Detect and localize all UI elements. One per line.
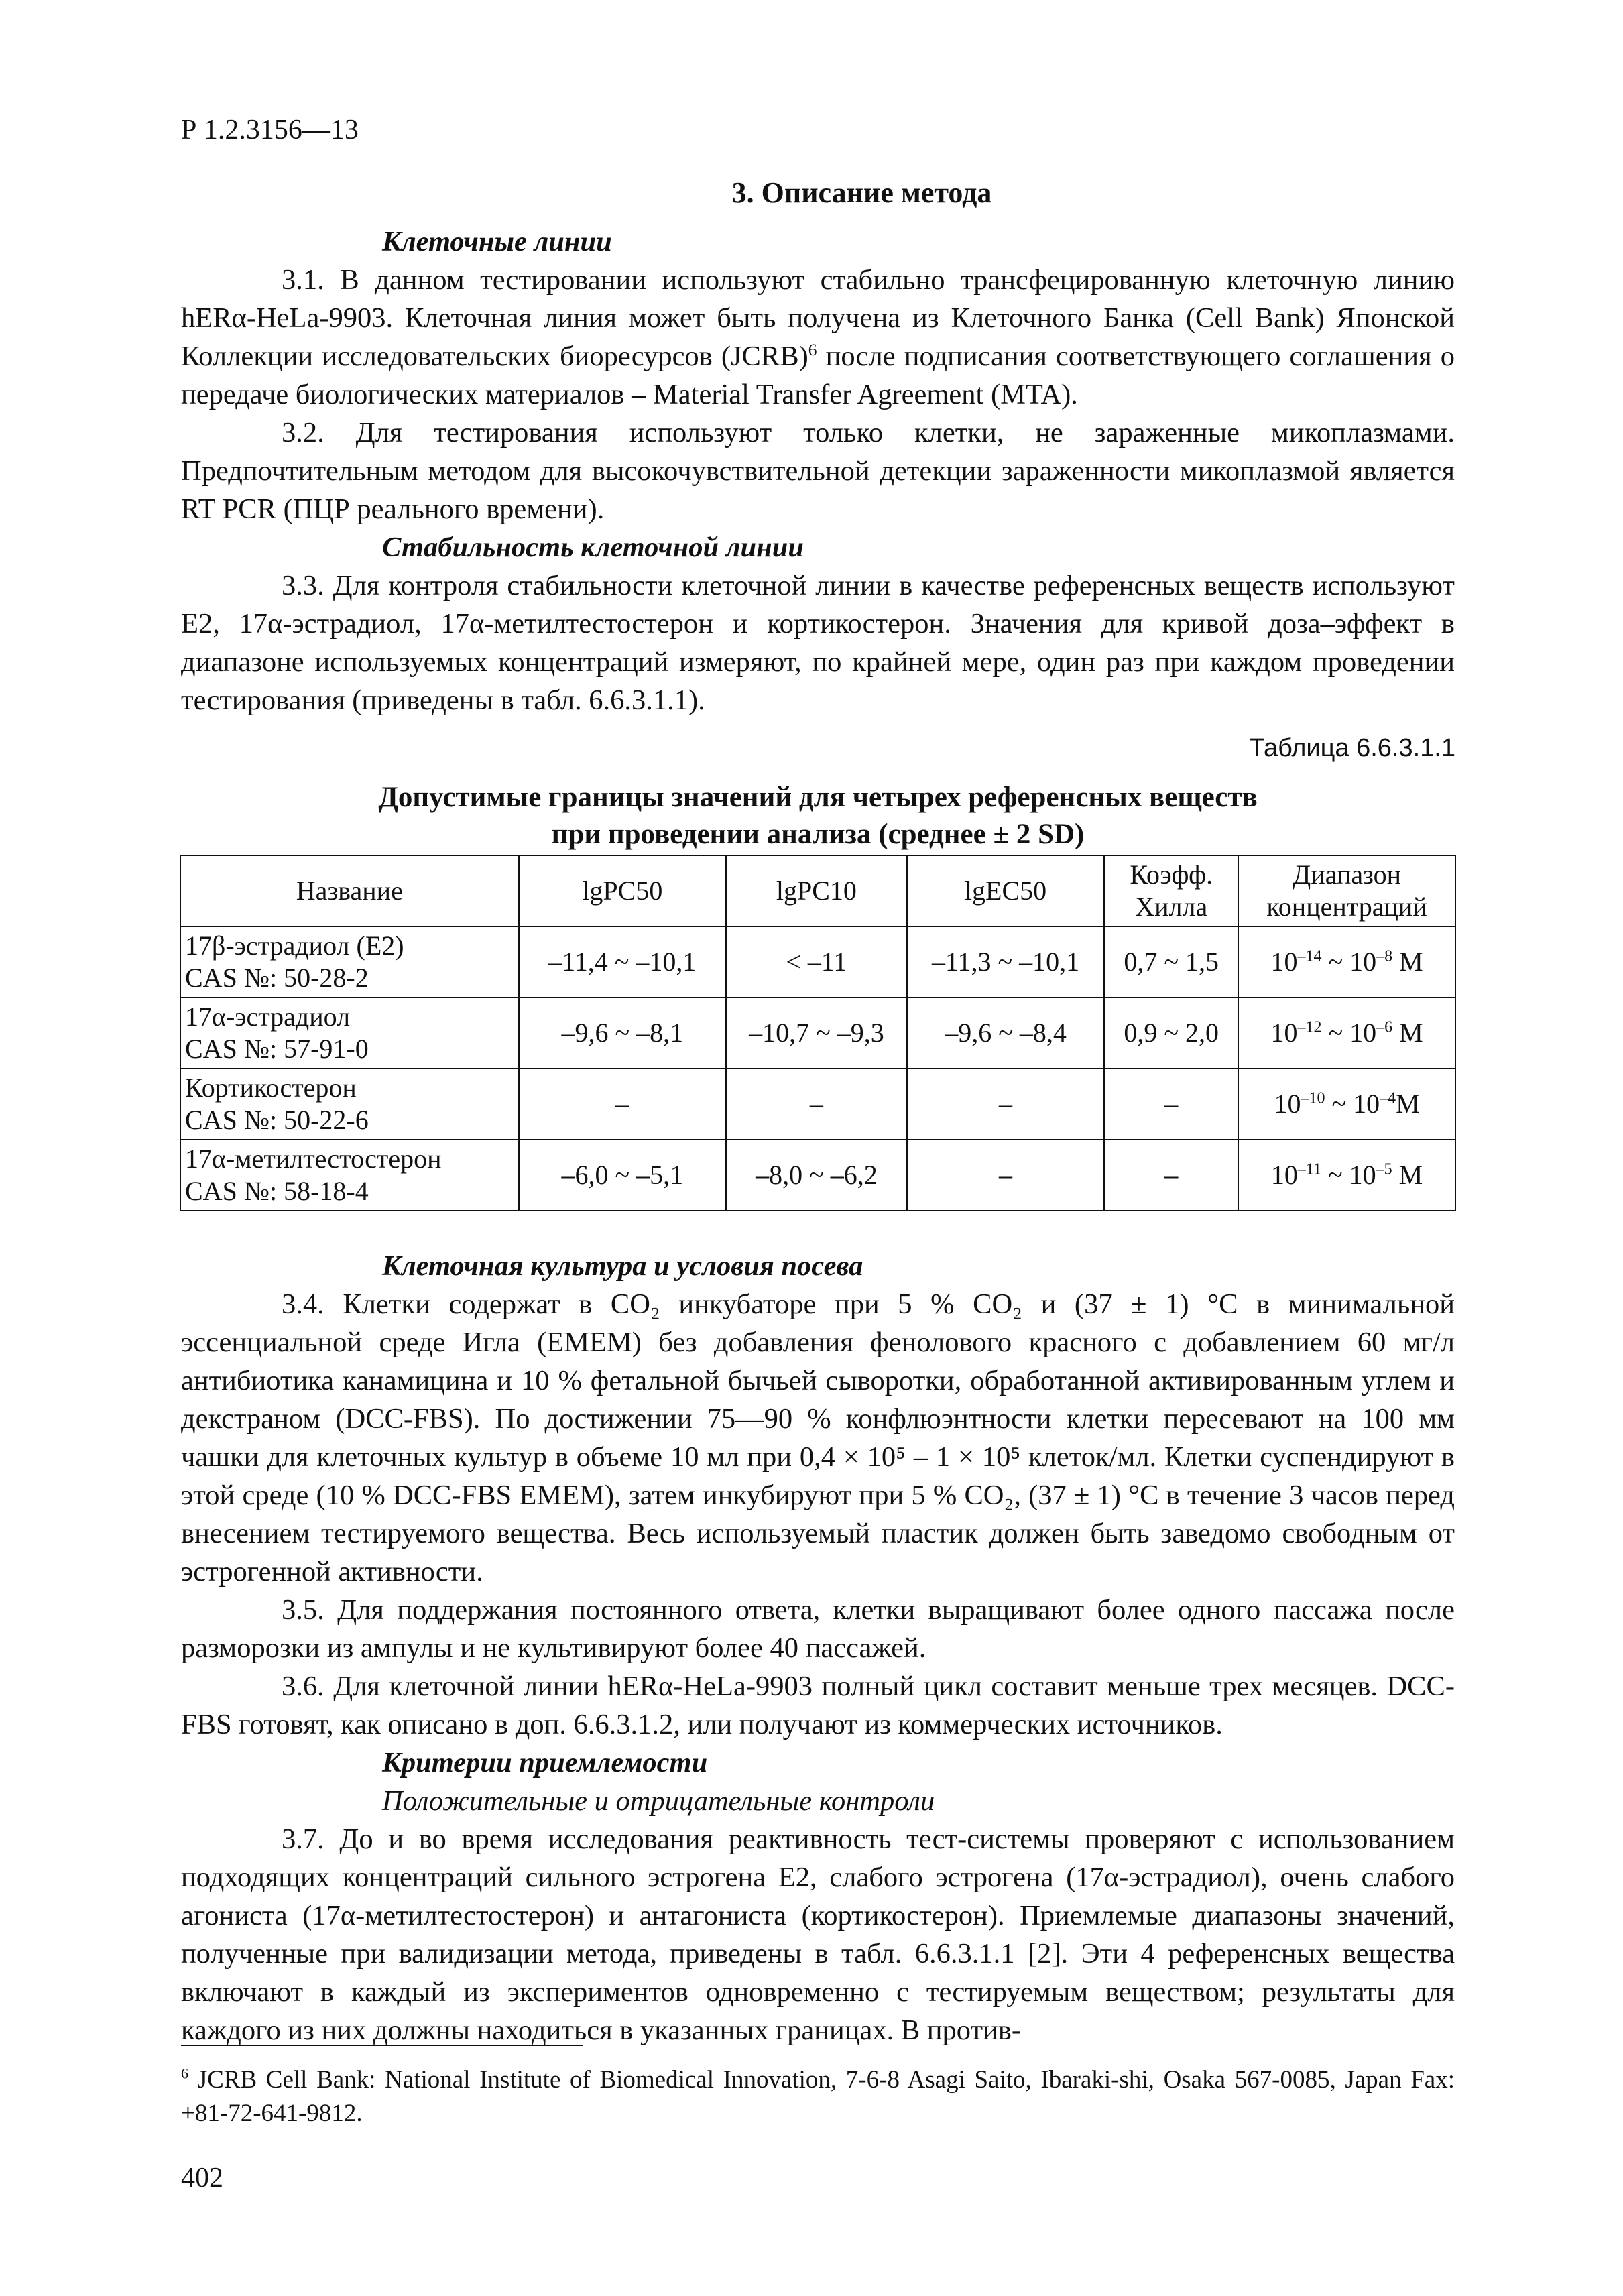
cell-lgpc10: – — [726, 1069, 907, 1140]
header-lgec50: lgEC50 — [907, 855, 1105, 926]
paragraph-3-1: 3.1. В данном тестировании используют стабильно трансфецированную клеточную линию hERα-HeLa-9903. Клеточная линия может быть получена из Клеточного Банка (Cell Bank) Японской Коллекции исследовательских биоресурсов (JCRB)$^6$ после подписания соответствующего соглашения о передаче биологических материалов – Material Transfer Agreement (MTA). — [181, 264, 1455, 410]
cell-lgpc10: –8,0 ~ –6,2 — [726, 1140, 907, 1211]
cell-name: Кортикостерон CAS №: 50-22-6 — [180, 1069, 519, 1140]
cell-hill: – — [1104, 1140, 1238, 1211]
cell-hill: 0,9 ~ 2,0 — [1104, 998, 1238, 1069]
cell-range: $10^{-14}$ ~ $10^{-8}$ M — [1238, 926, 1455, 998]
header-hill: Коэфф. Хилла — [1104, 855, 1238, 926]
subheading-criteria: Критерии приемлемости — [382, 1747, 708, 1778]
table-title: Допустимые границы значений для четырех референсных веществ при проведении анализа (среднее ± 2 SD) — [378, 782, 1258, 850]
cell-lgpc50: – — [519, 1069, 727, 1140]
cell-name: 17α-метилтестостерон CAS №: 58-18-4 — [180, 1140, 519, 1211]
header-range: Диапазон концентраций — [1238, 855, 1455, 926]
cell-lgec50: –9,6 ~ –8,4 — [907, 998, 1105, 1069]
cell-lgpc50: –11,4 ~ –10,1 — [519, 926, 727, 998]
cell-name: 17α-эстрадиол CAS №: 57-91-0 — [180, 998, 519, 1069]
subheading-stability: Стабильность клеточной линии — [382, 532, 804, 563]
cell-range: $10^{-10}$ ~ $10^{-4}M$ — [1238, 1069, 1455, 1140]
header-lgpc50: lgPC50 — [519, 855, 727, 926]
cell-lgec50: – — [907, 1140, 1105, 1211]
cell-hill: – — [1104, 1069, 1238, 1140]
page-number: 402 — [181, 2163, 223, 2193]
document-header: Р 1.2.3156—13 — [181, 115, 359, 145]
cell-lgpc10: < –11 — [726, 926, 907, 998]
cell-lgec50: –11,3 ~ –10,1 — [907, 926, 1105, 998]
footnote-ref: 6 — [808, 339, 817, 359]
text-block-2 — [181, 1247, 1455, 2049]
footnote: $^6$ JCRB Cell Bank: National Institute of Biomedical Innovation, 7-6-8 Asagi Saito, Ibaraki-shi, Osaka 567-0085, Japan Fax: +81-72-641-9812. — [181, 2065, 1455, 2127]
footnote-separator — [181, 2045, 583, 2046]
table-header-row — [180, 855, 1455, 926]
header-name: Название — [180, 855, 519, 926]
cell-range: $10^{-12}$ ~ $10^{-6}$ M — [1238, 998, 1455, 1069]
paragraph-3-5: 3.5. Для поддержания постоянного ответа, клетки выращивают более одного пассажа после разморозки из ампулы и не культивируют более 40 пассажей. — [181, 1594, 1455, 1664]
text-block-1 — [181, 223, 1455, 719]
header-lgpc10: lgPC10 — [726, 855, 907, 926]
paragraph-3-6: 3.6. Для клеточной линии hERα-HeLa-9903 полный цикл составит меньше трех месяцев. DCC-FBS готовят, как описано в доп. 6.6.3.1.2, или получают из коммерческих источников. — [181, 1671, 1455, 1740]
subheading-cell-lines: Клеточные линии — [382, 226, 612, 257]
cell-hill: 0,7 ~ 1,5 — [1104, 926, 1238, 998]
cell-range: $10^{-11}$ ~ $10^{-5}$ M — [1238, 1140, 1455, 1211]
table-row — [180, 1069, 1455, 1140]
cell-name: 17β-эстрадиол (E2) CAS №: 50-28-2 — [180, 926, 519, 998]
paragraph-3-7: 3.7. До и во время исследования реактивность тест-системы проверяют с использованием подходящих концентраций сильного эстрогена E2, слабого эстрогена (17α-эстрадиол), очень слабого агониста (17α-метилтестостерон) и антагониста (кортикостерон). Приемлемые диапазоны значений, полученные при валидизации метода, приведены в табл. 6.6.3.1.1 [2]. Эти 4 референсных вещества включают в каждый из экспериментов одновременно с тестируемым веществом; результаты для каждого из них должны находиться в указанных границах. В против- — [181, 1823, 1455, 2046]
paragraph-3-4: 3.4. Клетки содержат в CO₂ инкубаторе при 5 % CO₂ и (37 ± 1) °С в минимальной эссенциальной среде Игла (EMEM) без добавления фенолового красного с добавлением 60 мг/л антибиотика канамицина и 10 % фетальной бычьей сыворотки, обработанной активированным углем и декстраном (DCC-FBS). По достижении 75—90 % конфлюэнтности клетки пересевают на 100 мм чашки для клеточных культур в объеме 10 мл при 0,4 × 10⁵ – 1 × 10⁵ клеток/мл. Клетки суспендируют в этой среде (10 % DCC-FBS EMEM), затем инкубируют при 5 % CO₂, (37 ± 1) °С в течение 3 часов перед внесением тестируемого вещества. Весь используемый пластик должен быть заведомо свободным от эстрогенной активности. — [181, 1288, 1455, 1587]
section-title: 3. Описание метода — [731, 176, 992, 209]
cell-lgec50: – — [907, 1069, 1105, 1140]
cell-lgpc50: –9,6 ~ –8,1 — [519, 998, 727, 1069]
cell-lgpc50: –6,0 ~ –5,1 — [519, 1140, 727, 1211]
reference-values-table — [180, 855, 1456, 1211]
subheading-controls: Положительные и отрицательные контроли — [382, 1785, 935, 1817]
subheading-culture: Клеточная культура и условия посева — [382, 1250, 863, 1282]
table-row — [180, 926, 1455, 998]
table-label: Таблица 6.6.3.1.1 — [1249, 734, 1455, 762]
paragraph-3-3: 3.3. Для контроля стабильности клеточной линии в качестве референсных веществ используют E2, 17α-эстрадиол, 17α-метилтестостерон и кортикостерон. Значения для кривой доза–эффект в диапазоне используемых концентраций измеряют, по крайней мере, один раз при каждом проведении тестирования (приведены в табл. 6.6.3.1.1). — [181, 570, 1455, 716]
cell-lgpc10: –10,7 ~ –9,3 — [726, 998, 907, 1069]
paragraph-3-2: 3.2. Для тестирования используют только клетки, не зараженные микоплазмами. Предпочтительным методом для высокочувствительной детекции зараженности микоплазмой является RT PCR (ПЦР реального времени). — [181, 417, 1455, 525]
table-row — [180, 998, 1455, 1069]
table-row — [180, 1140, 1455, 1211]
